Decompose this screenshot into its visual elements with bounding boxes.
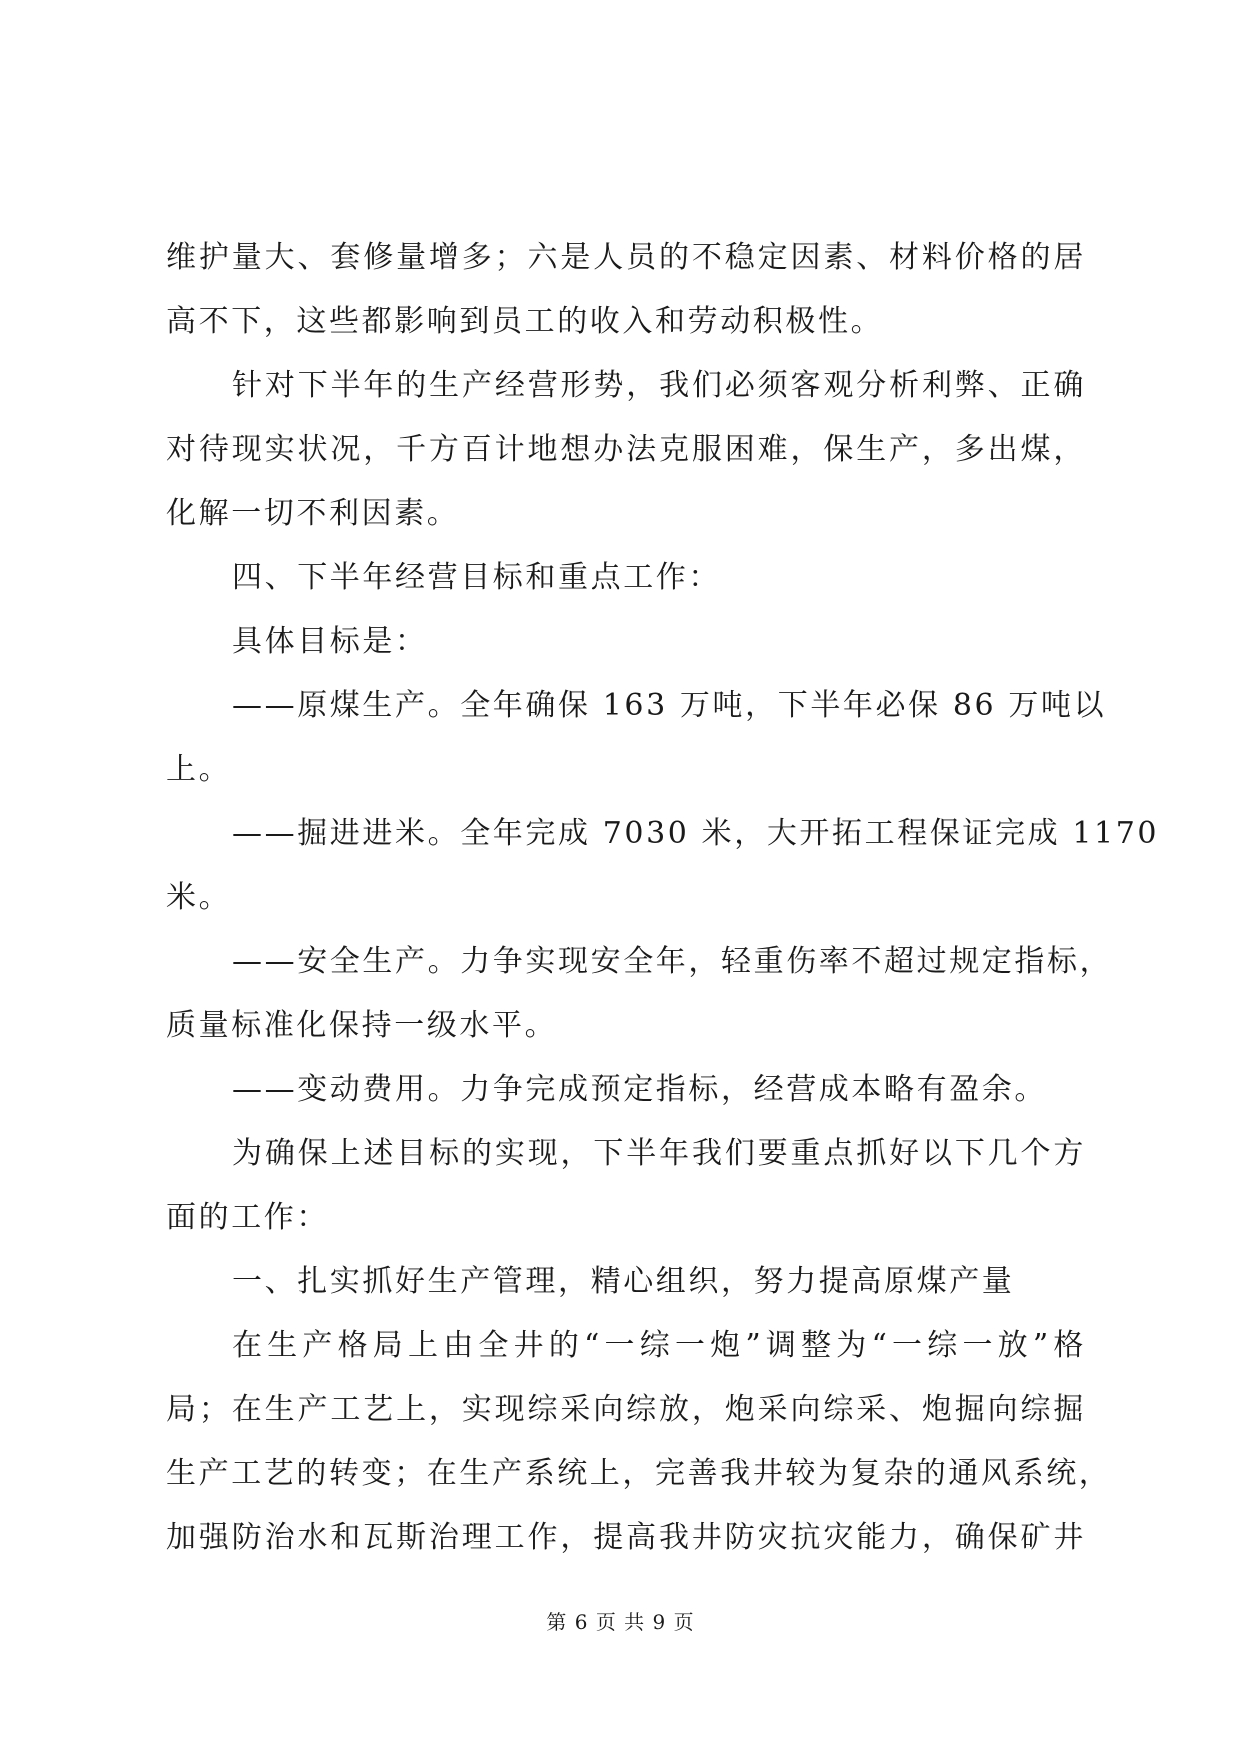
text-line: 化解一切不利因素。 [166, 496, 460, 531]
text-line: 在生产格局上由全井的“一综一炮”调整为“一综一放”格 [232, 1328, 1086, 1363]
text-line: 加强防治水和瓦斯治理工作，提高我井防灾抗灾能力，确保矿井 [166, 1520, 1086, 1555]
text-line: 面的工作： [166, 1200, 329, 1235]
text-line: 具体目标是： [232, 624, 428, 659]
body-text [166, 226, 1160, 1570]
text-line: 针对下半年的生产经营形势，我们必须客观分析利弊、正确 [232, 368, 1086, 403]
text-line: 维护量大、套修量增多；六是人员的不稳定因素、材料价格的居 [166, 240, 1086, 275]
text-line: ——掘进进米。全年完成 7030 米，大开拓工程保证完成 1170 [232, 816, 1160, 851]
text-line: 对待现实状况，千方百计地想办法克服困难，保生产，多出煤， [166, 432, 1086, 467]
text-line: 生产工艺的转变；在生产系统上，完善我井较为复杂的通风系统， [166, 1456, 1112, 1491]
text-line: 为确保上述目标的实现，下半年我们要重点抓好以下几个方 [232, 1136, 1086, 1171]
text-line: 局；在生产工艺上，实现综采向综放，炮采向综采、炮掘向综掘 [166, 1392, 1086, 1427]
section-heading: 四、下半年经营目标和重点工作： [232, 560, 721, 595]
page-number: 第 6 页 共 9 页 [546, 1610, 695, 1634]
section-heading: 一、扎实抓好生产管理，精心组织，努力提高原煤产量 [232, 1264, 1015, 1299]
text-line: ——原煤生产。全年确保 163 万吨，下半年必保 86 万吨以 [232, 688, 1107, 723]
text-line: 米。 [166, 880, 232, 915]
text-line: 高不下，这些都影响到员工的收入和劳动积极性。 [166, 304, 884, 339]
text-line: ——安全生产。力争实现安全年，轻重伤率不超过规定指标， [232, 944, 1113, 979]
text-line: 上。 [166, 752, 232, 787]
text-line: 质量标准化保持一级水平。 [166, 1008, 558, 1043]
text-line: ——变动费用。力争完成预定指标，经营成本略有盈余。 [232, 1072, 1047, 1107]
